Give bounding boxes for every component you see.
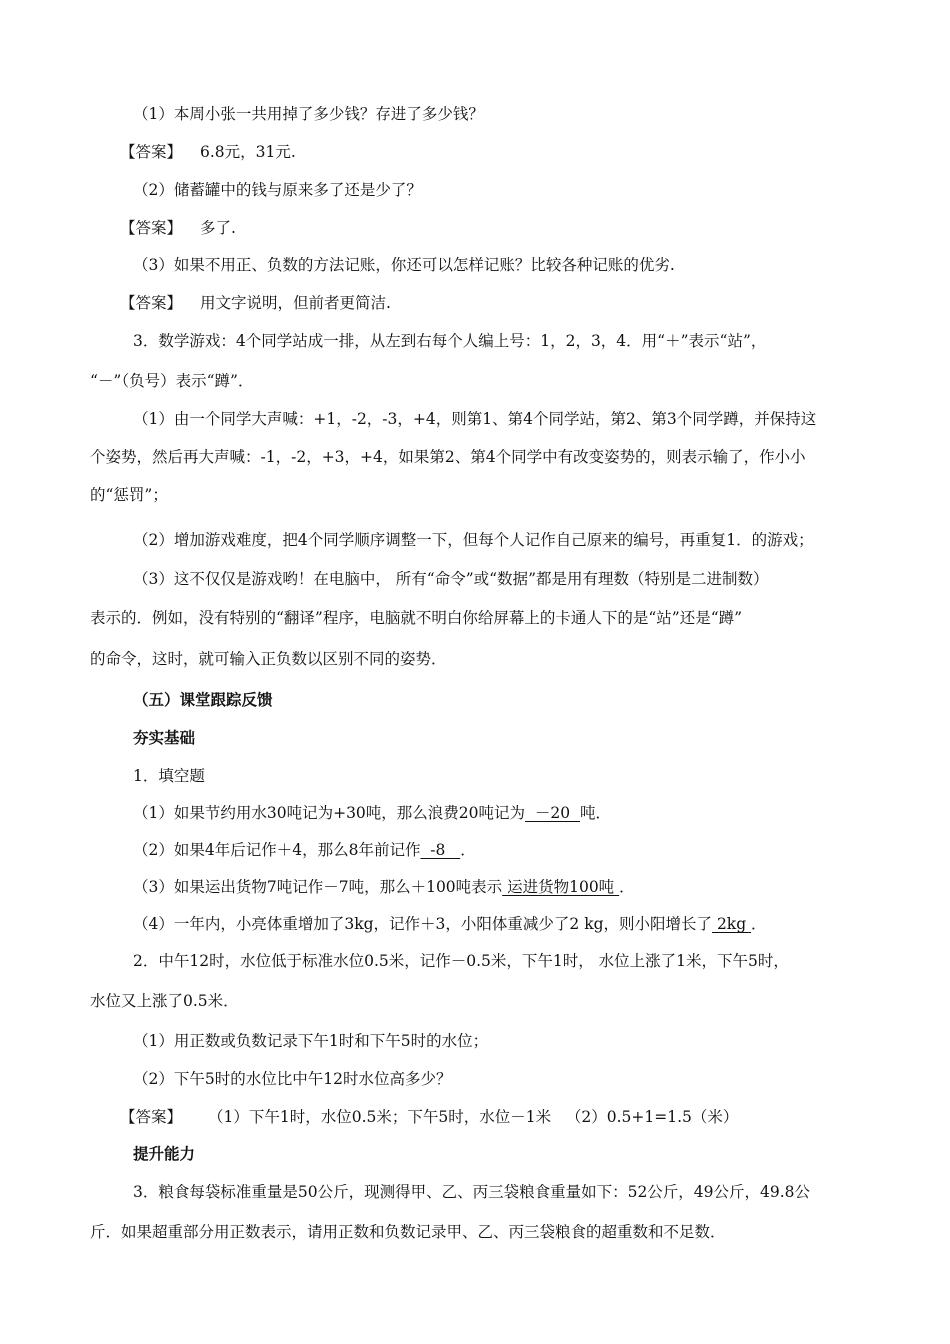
subheading-improve: 提升能力: [133, 1145, 196, 1163]
water-answer-text: （1）下午1时，水位0.5米；下午5时，水位－1米 （2）0.5+1=1.5（米）: [208, 1108, 739, 1126]
fill-item-3: [133, 876, 635, 898]
fill-item-1: [133, 802, 611, 824]
answer-1: [120, 141, 296, 163]
game-line-8: 表示的．例如，没有特别的“翻译”程序，电脑就不明白你给屏幕上的卡通人下的是“站”还是“蹲”: [90, 609, 743, 627]
game-line-1: 3．数学游戏：4个同学站成一排，从左到右每个人编上号：1，2，3，4．用“＋”表示“站”，: [133, 332, 767, 350]
game-line-7: （3）这不仅仅是游戏哟！在电脑中， 所有“命令”或“数据”都是用有理数（特别是二进制数）: [133, 570, 769, 588]
fill-item-1-suffix: 吨．: [579, 804, 611, 822]
grain-line-1: 3．粮食每袋标准重量是50公斤，现测得甲、乙、丙三袋粮食重量如下：52公斤，49公斤，49.8公: [133, 1183, 811, 1201]
water-question-1: （1）用正数或负数记录下午1时和下午5时的水位；: [133, 1032, 489, 1050]
answer-label: 【答案】: [120, 1108, 183, 1126]
fill-item-2-suffix: ．: [460, 841, 476, 859]
fill-blank-3: 运进货物100吨: [502, 878, 620, 896]
answer-3: [120, 292, 391, 314]
section-heading-feedback: （五）课堂跟踪反馈: [133, 691, 273, 709]
question-3-text: （3）如果不用正、负数的方法记账，你还可以怎样记账？比较各种记账的优劣.: [133, 256, 675, 274]
answer-label: 【答案】: [120, 294, 183, 312]
fill-blank-1: －20: [525, 804, 580, 822]
water-question-2: （2）下午5时的水位比中午12时水位高多少？: [133, 1070, 452, 1088]
fill-item-2-text: （2）如果4年后记作＋4，那么8年前记作: [133, 841, 421, 859]
water-answer: [120, 1106, 738, 1128]
fill-item-2: [133, 839, 476, 861]
question-1-text: （1）本周小张一共用掉了多少钱？存进了多少钱？: [133, 105, 484, 123]
answer-2-text: 多了.: [200, 219, 236, 237]
game-line-5: 的“惩罚”；: [90, 486, 168, 504]
game-line-3: （1）由一个同学大声喊：+1，-2，-3，+4，则第1、第4个同学站，第2、第3个同学蹲，并保持这: [133, 410, 817, 428]
fill-item-3-text: （3）如果运出货物7吨记作－7吨，那么＋100吨表示: [133, 878, 503, 896]
water-line-2: 水位又上涨了0.5米．: [90, 992, 239, 1010]
answer-label: 【答案】: [120, 219, 183, 237]
answer-3-text: 用文字说明，但前者更简洁.: [200, 294, 391, 312]
game-line-9: 的命令，这时，就可输入正负数以区别不同的姿势．: [90, 650, 447, 668]
fill-blank-4: 2kg: [712, 915, 752, 933]
fill-item-4-text: （4）一年内，小亮体重增加了3kg，记作＋3，小阳体重减少了2 kg，则小阳增长了: [133, 915, 713, 933]
fill-item-4: [133, 913, 767, 935]
question-2-text: （2）储蓄罐中的钱与原来多了还是少了？: [133, 181, 422, 199]
grain-line-2: 斤．如果超重部分用正数表示，请用正数和负数记录甲、乙、丙三袋粮食的超重数和不足数．: [90, 1223, 726, 1241]
fill-item-1-text: （1）如果节约用水30吨记为+30吨，那么浪费20吨记为: [133, 804, 526, 822]
answer-label: 【答案】: [120, 143, 183, 161]
game-line-6: （2）增加游戏难度，把4个同学顺序调整一下，但每个人记作自己原来的编号，再重复1．的游戏；: [133, 531, 814, 549]
fill-blank-2: -8: [420, 841, 461, 859]
subheading-basics: 夯实基础: [133, 729, 196, 747]
fill-blank-title: 1．填空题: [133, 767, 205, 785]
game-line-2: “－”（负号）表示“蹲”．: [90, 372, 254, 390]
answer-1-text: 6.8元，31元.: [200, 143, 296, 161]
fill-item-4-suffix: ．: [751, 915, 767, 933]
game-line-4: 个姿势，然后再大声喊：-1，-2，+3，+4，如果第2、第4个同学中有改变姿势的，则表示输了，作小小: [90, 448, 806, 466]
answer-2: [120, 217, 236, 239]
fill-item-3-suffix: ．: [619, 878, 635, 896]
water-line-1: 2．中午12时，水位低于标准水位0.5米，记作－0.5米，下午1时， 水位上涨了1米，下午5时，: [133, 952, 789, 970]
